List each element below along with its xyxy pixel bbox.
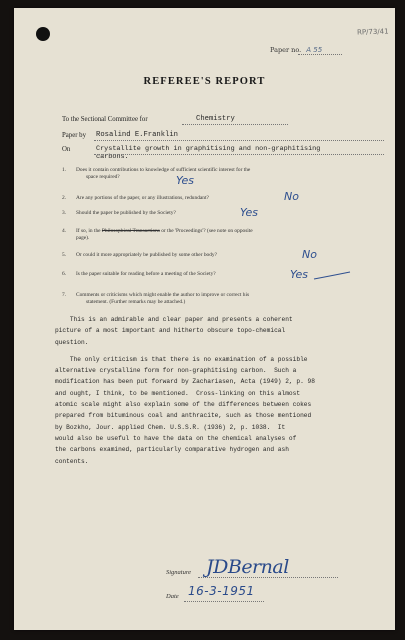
question-number: 3. [62,210,67,216]
paper-number [270,46,322,54]
on-label: On [62,146,71,153]
question-2 [62,195,366,202]
paper-number-rule [298,54,342,55]
comment-line: the carbons examined, particularly comparative hydrogen and ash [55,446,289,454]
report-sheet [14,8,395,630]
comment-line: would also be useful to have the data on the chemical analyses of [55,434,297,442]
question-number: 1. [62,167,67,173]
answer-1: Yes [176,174,195,187]
date-value: 16-3-1951 [188,584,255,598]
question-text: Does it contain contributions to knowledge of sufficient scientific interest for the [76,167,251,173]
paper-by-label: Paper by [62,132,86,139]
question-text: statement. (Further remarks may be attached.) [86,299,186,305]
date-label: Date [166,593,179,600]
question-text: Or could it more appropriately be published by some other body? [76,252,218,258]
on-value-line2: carbons. [96,153,129,161]
question-3 [62,210,366,217]
comment-line: The only criticism is that there is no examination of a possible [55,355,308,363]
punch-hole [36,27,50,41]
paper-number-value: A 55 [306,46,323,54]
question-text: Are any portions of the paper, or any illustrations, redundant? [76,195,209,201]
question-7 [62,292,366,306]
comment-line: modification has been put forward by Zachariasen, Acta (1949) 2, p. 98 [55,378,315,386]
committee-label: To the Sectional Committee for [62,116,148,123]
question-text: Comments or criticisms which might enable the author to improve or correct his [76,292,250,298]
committee-rule [182,124,288,125]
answer-3: Yes [240,206,259,219]
comment-line: and ought, I think, to be mentioned. Cross-linking on this almost [55,389,301,397]
question-text: Is the paper suitable for reading before a meeting of the Society? [76,271,216,277]
date-rule [184,601,264,602]
question-text: space required? [86,174,120,180]
comment-line: picture of a most important and hitherto obscure topo-chemical [55,327,286,335]
comments-body [55,314,385,467]
question-5 [62,252,366,259]
question-1 [62,167,366,181]
comment-line: atomic scale might also explain some of the differences between cokes [55,401,312,409]
page-title: REFEREE'S REPORT [143,76,266,87]
committee-value: Chemistry [196,115,235,123]
paper-by-value: Rosalind E.Franklin [96,131,178,139]
comment-line: prepared from bituminous coal and anthracite, such as those mentioned [55,412,312,420]
signature-label: Signature [166,569,192,576]
comment-line: question. [55,338,89,346]
answer-5: No [302,248,317,261]
question-number: 7. [62,292,67,298]
question-number: 6. [62,271,67,277]
pen-stroke [312,270,354,282]
signature: JDBernal [206,556,289,578]
paper-by-rule [94,140,384,141]
question-number: 5. [62,252,67,258]
answer-6: Yes [290,268,309,281]
question-text: If so, in the [76,228,101,234]
on-rule [94,154,384,155]
question-text: page). [76,235,90,241]
comment-line: This is an admirable and clear paper and presents a coherent [55,316,293,323]
comment-line: alternative crystalline form for non-graphitising carbon. Such a [55,367,297,375]
struck-text: Philosophical Transactions [101,228,160,234]
comment-line: by Bozkho, Jour. applied Chem. U.S.S.R. (1936) 2, p. 1038. It [55,423,286,431]
question-number: 2. [62,195,67,201]
answer-2: No [284,190,299,203]
archive-reference: RP/73/41 [357,27,390,37]
on-value-line1: Crystallite growth in graphitising and non-graphitising [96,145,321,153]
question-text: Should the paper be published by the Society? [76,210,176,216]
question-number: 4. [62,228,67,234]
paper-number-label: Paper no. [270,46,302,54]
question-4 [62,228,366,242]
comment-line: contents. [55,457,89,465]
question-text: or the 'Proceedings'? (see note on opposite [161,228,253,234]
